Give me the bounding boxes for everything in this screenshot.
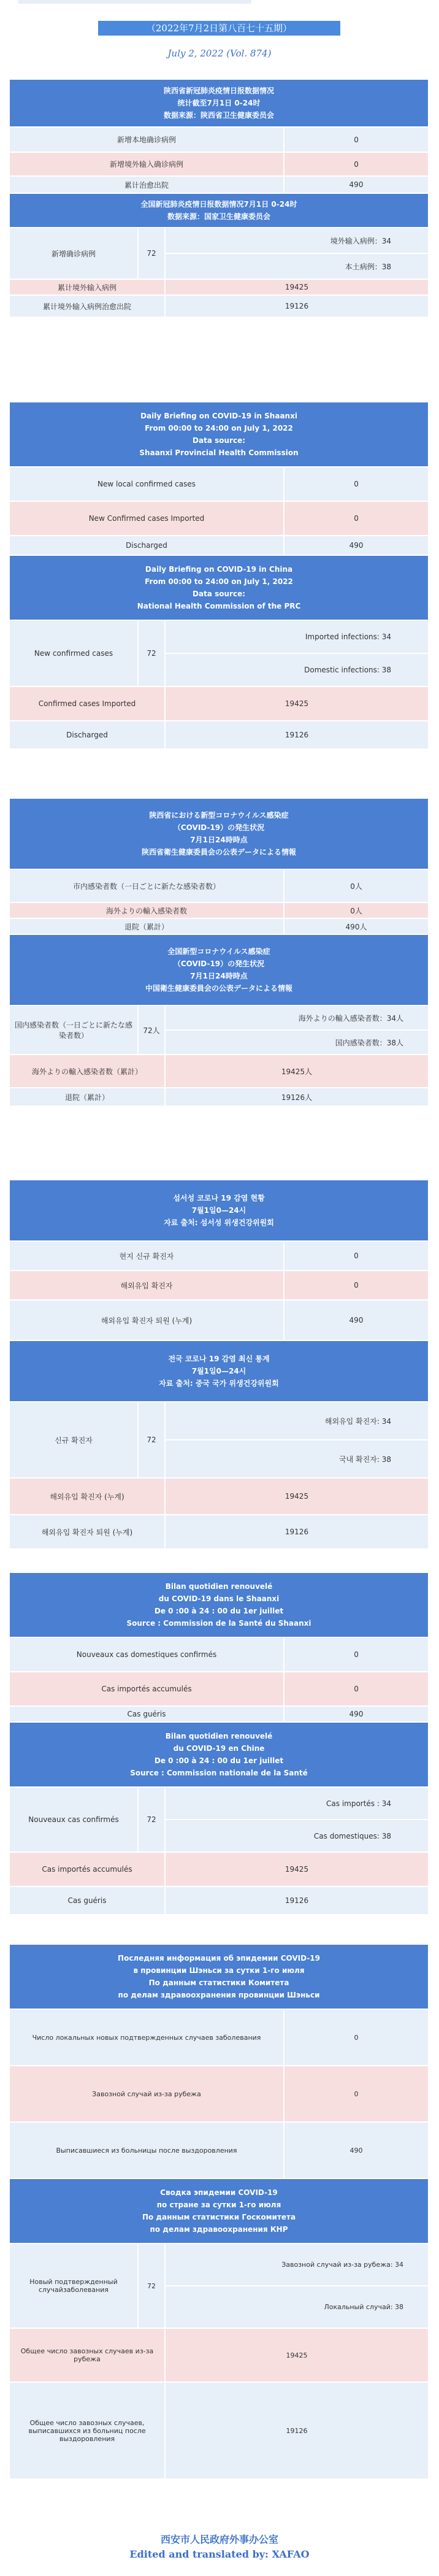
ru-prov-value: 0 <box>284 2066 429 2122</box>
zh-nat-value: 19126 <box>165 295 429 317</box>
ko-nat-label: 해외유입 확진자 퇴원 (누계) <box>9 1515 165 1549</box>
fr-prov-label: Cas importés accumulés <box>9 1672 284 1706</box>
ja-nat-label: 海外よりの輸入感染者数（累計） <box>9 1055 165 1088</box>
en-nat-label: Confirmed cases Imported <box>9 686 165 721</box>
fr-nat-domestic: Cas domestiques: 38 <box>165 1820 429 1852</box>
ko-prov-value: 0 <box>284 1241 429 1271</box>
fr-prov-label: Nouveaux cas domestiques confirmés <box>9 1637 284 1672</box>
fr-nat-header: Bilan quotidien renouvelé du COVID-19 en Chine De 0 :00 à 24 : 00 du 1er juillet Source : Commission nationale de la Santé <box>9 1722 429 1787</box>
footer <box>0 2532 439 2562</box>
ko-nat-value: 19126 <box>165 1515 429 1549</box>
ko-nat-new-label: 신규 확진자 <box>9 1402 138 1478</box>
ko-nat-imported: 해외유입 확진자: 34 <box>165 1402 429 1440</box>
en-prov-value: 490 <box>284 536 429 555</box>
zh-nat-new-total: 72 <box>138 228 165 279</box>
ru-nat-new-total: 72 <box>138 2243 165 2328</box>
ru-prov-value: 490 <box>284 2122 429 2178</box>
ja-prov-label: 海外よりの輸入感染者数 <box>9 902 284 918</box>
zh-nat-domestic: 本土病例：38 <box>165 253 429 279</box>
ko-prov-value: 0 <box>284 1271 429 1300</box>
ru-nat-label: Общее число завозных случаев, выписавшихся из больниц после выздоровления <box>9 2382 165 2479</box>
ru-prov-label: Число локальных новых подтвержденных случаев заболевания <box>9 2009 284 2066</box>
en-prov-label: Discharged <box>9 536 284 555</box>
en-nat-imported: Imported infections: 34 <box>165 620 429 653</box>
ru-prov-label: Выписавшиеся из больницы после выздоровления <box>9 2122 284 2178</box>
en-section <box>9 401 428 750</box>
zh-prov-label: 新增境外输入确诊病例 <box>9 152 284 176</box>
zh-nat-label: 累计境外输入病例 <box>9 279 165 295</box>
ko-prov-label: 해외유입 확진자 <box>9 1271 284 1300</box>
zh-section <box>9 79 428 318</box>
cropped-top-line <box>18 0 251 4</box>
fr-nat-label: Cas importés accumulés <box>9 1852 165 1886</box>
fr-prov-label: Cas guéris <box>9 1706 284 1722</box>
ja-prov-value: 0人 <box>284 902 429 918</box>
zh-nat-header: 全国新冠肺炎疫情日报数据情况7月1日 0-24时 数据来源：国家卫生健康委员会 <box>9 193 429 228</box>
en-prov-value: 0 <box>284 501 429 536</box>
en-prov-value: 0 <box>284 467 429 501</box>
ja-prov-header: 陕西省における新型コロナウイルス感染症 （COVID-19）の発生状況 7月1日24時時点 陕西省衛生健康委員会の公表データによる情報 <box>9 798 429 869</box>
en-nat-new-label: New confirmed cases <box>9 620 138 686</box>
fr-prov-value: 490 <box>284 1706 429 1722</box>
ko-nat-label: 해외유입 확진자 (누계) <box>9 1478 165 1515</box>
ko-prov-value: 490 <box>284 1300 429 1340</box>
issue-number-banner: （2022年7月2日第八百七十五期） <box>98 21 340 36</box>
ja-nat-value: 19126人 <box>165 1088 429 1106</box>
ru-prov-value: 0 <box>284 2009 429 2066</box>
ru-nat-value: 19126 <box>165 2382 429 2479</box>
ja-section <box>9 798 428 1107</box>
issue-date: July 2, 2022 (Vol. 874) <box>167 48 272 59</box>
fr-nat-new-total: 72 <box>138 1787 165 1852</box>
ja-nat-new-total: 72人 <box>138 1005 165 1055</box>
en-nat-label: Discharged <box>9 721 165 749</box>
ko-section <box>9 1179 428 1550</box>
en-nat-value: 19126 <box>165 721 429 749</box>
fr-prov-value: 0 <box>284 1672 429 1706</box>
ru-section <box>9 1944 428 2480</box>
ru-nat-new-label: Новый подтвержденный случайзаболевания <box>9 2243 138 2328</box>
ko-prov-label: 해외유입 확진자 퇴원 (누계) <box>9 1300 284 1340</box>
zh-nat-value: 19425 <box>165 279 429 295</box>
fr-nat-value: 19425 <box>165 1852 429 1886</box>
ja-nat-label: 退院（累計） <box>9 1088 165 1106</box>
ru-nat-label: Общее число завозных случаев из-за рубежа <box>9 2328 165 2382</box>
en-nat-header: Daily Briefing on COVID-19 in China From 00:00 to 24:00 on July 1, 2022 Data source: National Health Commission of the PRC <box>9 555 429 620</box>
en-prov-label: New Confirmed cases Imported <box>9 501 284 536</box>
ru-prov-header: Последняя информация об эпидемии COVID-19 в провинции Шэньси за сутки 1-го июля По данным статистики Комитета по делам здравоохранения провинции Шэньси <box>9 1944 429 2009</box>
zh-prov-value: 490 <box>284 176 429 193</box>
zh-prov-label: 新增本地确诊病例 <box>9 127 284 152</box>
fr-nat-imported: Cas importés : 34 <box>165 1787 429 1820</box>
ko-nat-domestic: 국내 확진자: 38 <box>165 1440 429 1478</box>
en-prov-header: Daily Briefing on COVID-19 in Shaanxi From 00:00 to 24:00 on July 1, 2022 Data source: Shaanxi Provincial Health Commission <box>9 402 429 467</box>
ja-prov-label: 市内感染者数（一日ごとに新たな感染者数） <box>9 869 284 902</box>
office-name: 西安市人民政府外事办公室 <box>160 2534 278 2545</box>
ko-nat-new-total: 72 <box>138 1402 165 1478</box>
fr-nat-value: 19126 <box>165 1886 429 1915</box>
ja-prov-label: 退院（累計） <box>9 918 284 934</box>
ru-nat-domestic: Локальный случай: 38 <box>165 2286 429 2328</box>
ko-prov-header: 섬서성 코로나 19 감염 현황 7월1일0—24시 자료 출처: 섬서성 위생건강위원회 <box>9 1180 429 1241</box>
ja-nat-value: 19425人 <box>165 1055 429 1088</box>
fr-nat-label: Cas guéris <box>9 1886 165 1915</box>
fr-nat-new-label: Nouveaux cas confirmés <box>9 1787 138 1852</box>
ru-nat-value: 19425 <box>165 2328 429 2382</box>
ko-prov-label: 현지 신규 확진자 <box>9 1241 284 1271</box>
ja-nat-imported: 海外よりの輸入感染者数：34人 <box>165 1005 429 1030</box>
ko-nat-header: 전국 코로나 19 감염 최신 통계 7월1일0—24시 자료 출처: 중국 국가 위생건강위원회 <box>9 1340 429 1402</box>
ru-nat-imported: Завозной случай из-за рубежа: 34 <box>165 2243 429 2286</box>
ja-nat-domestic: 国内感染者数：38人 <box>165 1030 429 1055</box>
ko-nat-value: 19425 <box>165 1478 429 1515</box>
zh-prov-header: 陕西省新冠肺炎疫情日报数据情况 统计截至7月1日 0-24时 数据来源：陕西省卫生健康委员会 <box>9 79 429 127</box>
fr-section <box>9 1572 428 1915</box>
ja-nat-new-label: 国内感染者数（一日ごとに新たな感染者数） <box>9 1005 138 1055</box>
ja-nat-header: 全国新型コロナウイルス感染症 （COVID-19）の発生状況 7月1日24時時点 中国衛生健康委員会の公表データによる情報 <box>9 934 429 1005</box>
en-prov-label: New local confirmed cases <box>9 467 284 501</box>
ja-prov-value: 0人 <box>284 869 429 902</box>
zh-prov-value: 0 <box>284 152 429 176</box>
zh-prov-value: 0 <box>284 127 429 152</box>
zh-prov-label: 累计治愈出院 <box>9 176 284 193</box>
en-nat-value: 19425 <box>165 686 429 721</box>
fr-prov-value: 0 <box>284 1637 429 1672</box>
ru-nat-header: Сводка эпидемии COVID-19 по стране за сутки 1-го июля По данным статистики Госкомитета по делам здравоохранения КНР <box>9 2178 429 2243</box>
ru-prov-label: Завозной случай из-за рубежа <box>9 2066 284 2122</box>
fr-prov-header: Bilan quotidien renouvelé du COVID-19 dans le Shaanxi De 0 :00 à 24 : 00 du 1er juillet Source : Commission de la Santé du Shaanxi <box>9 1572 429 1637</box>
editor-credit: Edited and translated by: XAFAO <box>129 2548 310 2560</box>
ja-prov-value: 490人 <box>284 918 429 934</box>
zh-nat-label: 累计境外输入病例治愈出院 <box>9 295 165 317</box>
zh-nat-new-label: 新增确诊病例 <box>9 228 138 279</box>
en-nat-domestic: Domestic infections: 38 <box>165 653 429 686</box>
zh-nat-imported: 境外输入病例：34 <box>165 228 429 253</box>
en-nat-new-total: 72 <box>138 620 165 686</box>
